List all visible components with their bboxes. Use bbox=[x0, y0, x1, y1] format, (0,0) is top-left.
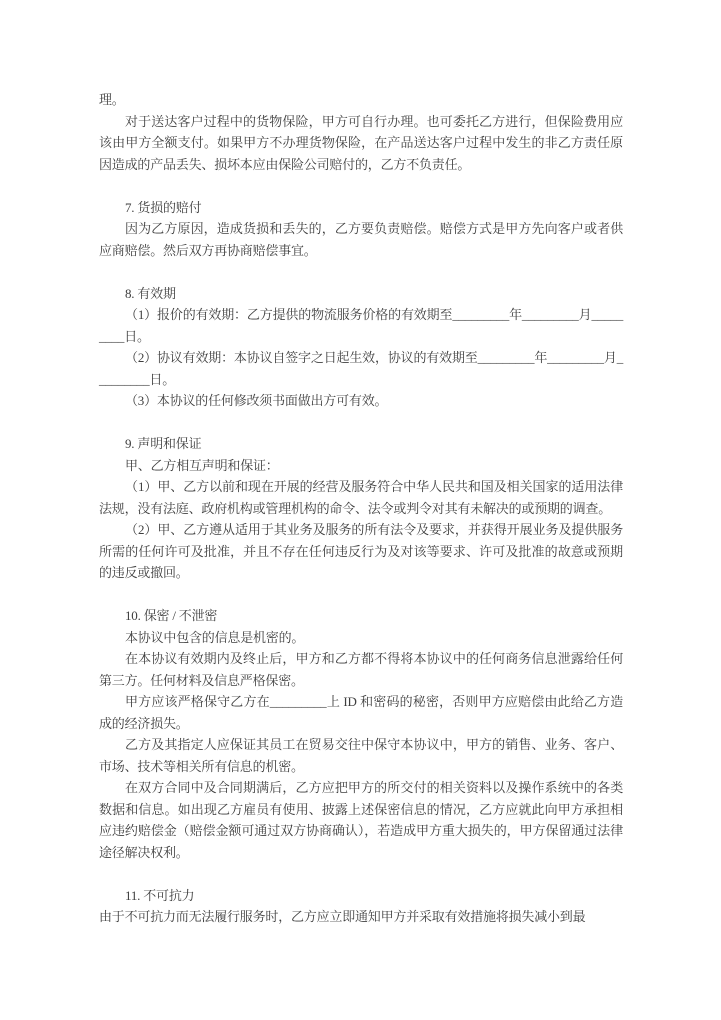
document-body bbox=[99, 89, 623, 928]
paragraph: （2）协议有效期：本协议自签字之日起生效，协议的有效期至_________年_________月_________日。 bbox=[99, 350, 623, 387]
paragraph: 甲、乙方相互声明和保证： bbox=[125, 457, 279, 473]
paragraph: （3）本协议的任何修改须书面做出方可有效。 bbox=[125, 393, 388, 408]
paragraph: 在双方合同中及合同期满后，乙方应把甲方的所交付的相关资料以及操作系统中的各类数据和信息。如出现乙方雇员有使用、披露上述保密信息的情况，乙方应就此向甲方承担相应违约赔偿金（赔偿金额可通过双方协商确认），若造成甲方重大损失的，甲方保留通过法律途径解决权利。 bbox=[99, 780, 623, 860]
paragraph: 甲方应该严格保守乙方在_________上 ID 和密码的秘密，否则甲方应赔偿由此给乙方造成的经济损失。 bbox=[99, 694, 623, 731]
paragraph: 乙方及其指定人应保证其员工在贸易交往中保守本协议中，甲方的销售、业务、客户、市场、技术等相关所有信息的机密。 bbox=[99, 737, 623, 774]
paragraph: （2）甲、乙方遵从适用于其业务及服务的所有法令及要求，并获得开展业务及提供服务所需的任何许可及批准，并且不存在任何违反行为及对该等要求、许可及批准的故意或预期的违反或撤回。 bbox=[99, 522, 623, 580]
section-heading: 10. 保密 / 不泄密 bbox=[125, 608, 218, 623]
paragraph: （1）报价的有效期：乙方提供的物流服务价格的有效期至_________年_________月_________日。 bbox=[99, 307, 623, 344]
section-heading: 9. 声明和保证 bbox=[125, 436, 202, 451]
paragraph: 因为乙方原因，造成货损和丢失的，乙方要负责赔偿。赔偿方式是甲方先向客户或者供应商赔偿。然后双方再协商赔偿事宜。 bbox=[99, 221, 623, 258]
section-heading: 11. 不可抗力 bbox=[125, 887, 195, 903]
paragraph: 本协议中包含的信息是机密的。 bbox=[125, 629, 305, 645]
paragraph: 理。 bbox=[99, 92, 125, 107]
section-heading: 7. 货损的赔付 bbox=[125, 199, 202, 215]
paragraph: 对于送达客户过程中的货物保险，甲方可自行办理。也可委托乙方进行，但保险费用应该由甲方全额支付。如果甲方不办理货物保险，在产品送达客户过程中发生的非乙方责任原因造成的产品丢失、损坏本应由保险公司赔付的，乙方不负责任。 bbox=[99, 113, 623, 172]
paragraph: 由于不可抗力而无法履行服务时，乙方应立即通知甲方并采取有效措施将损失减小到最 bbox=[99, 909, 586, 924]
section-heading: 8. 有效期 bbox=[125, 285, 176, 301]
paragraph: 在本协议有效期内及终止后，甲方和乙方都不得将本协议中的任何商务信息泄露给任何第三方。任何材料及信息严格保密。 bbox=[99, 651, 623, 688]
paragraph: （1）甲、乙方以前和现在开展的经营及服务符合中华人民共和国及相关国家的适用法律法规，没有法庭、政府机构或管理机构的命令、法令或判令对其有未解决的或预期的调查。 bbox=[99, 479, 623, 516]
